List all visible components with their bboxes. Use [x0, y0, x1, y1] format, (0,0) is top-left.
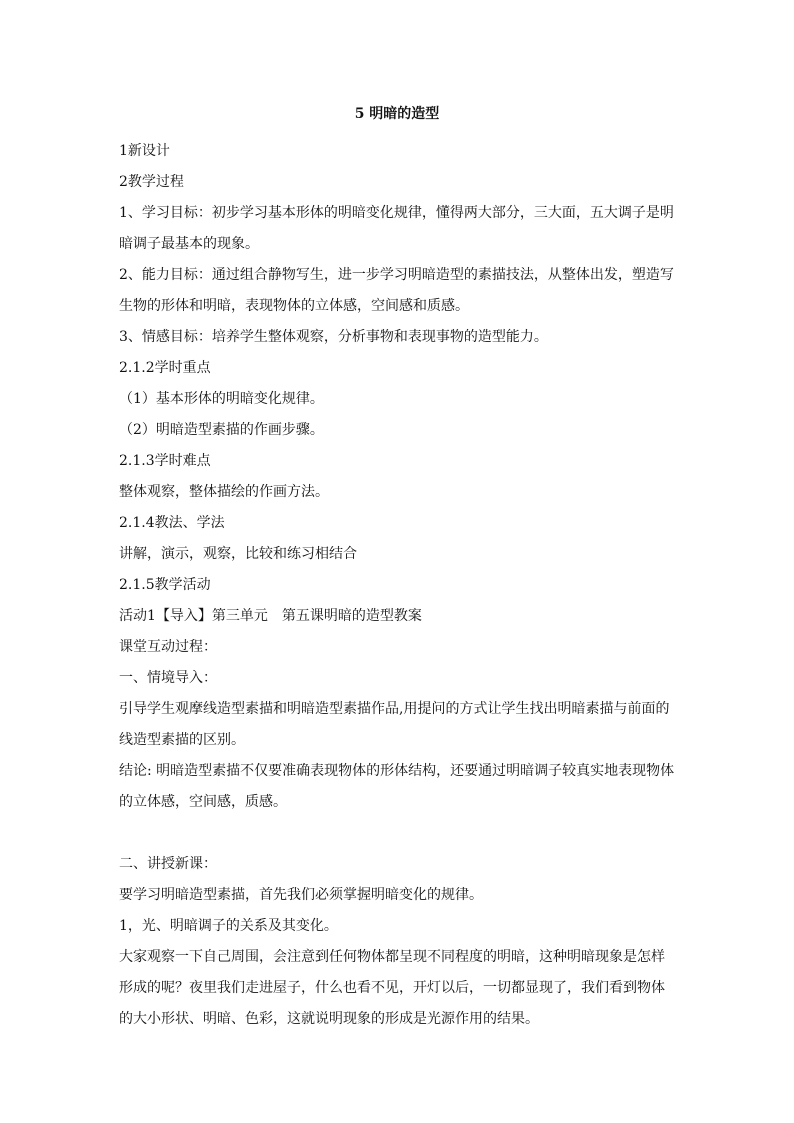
paragraph: 活动1【导入】第三单元 第五课明暗的造型教案: [119, 608, 422, 624]
paragraph: 2.1.5教学活动: [119, 577, 211, 593]
document-title: 5 明暗的造型: [354, 106, 440, 122]
blank-line: [119, 818, 677, 849]
paragraph: 1、学习目标：初步学习基本形体的明暗变化规律，懂得两大部分，三大面，五大调子是明暗调子最基本的现象。: [119, 205, 674, 252]
paragraph: 2.1.2学时重点: [119, 360, 211, 376]
paragraph: 引导学生观摩线造型素描和明暗造型素描作品,用提问的方式让学生找出明暗素描与前面的线造型素描的区别。: [119, 701, 670, 748]
paragraph: 1，光、明暗调子的关系及其变化。: [119, 918, 338, 934]
paragraph: （2）明暗造型素描的作画步骤。: [119, 422, 324, 438]
paragraph: 要学习明暗造型素描，首先我们必须掌握明暗变化的规律。: [119, 887, 483, 903]
paragraph: 二、讲授新课：: [119, 856, 217, 872]
paragraph: 2.1.3学时难点: [119, 453, 211, 469]
document-body: [119, 136, 677, 1035]
paragraph: 2、能力目标：通过组合静物写生，进一步学习明暗造型的素描技法，从整体出发，塑造写生物的形体和明暗，表现物体的立体感，空间感和质感。: [119, 267, 674, 314]
paragraph: 一、情境导入：: [119, 670, 217, 686]
paragraph: 讲解，演示，观察，比较和练习相结合: [119, 546, 357, 562]
paragraph: 1新设计: [119, 143, 170, 159]
paragraph: 结论: 明暗造型素描不仅要准确表现物体的形体结构，还要通过明暗调子较真实地表现物体的立体感，空间感，质感。: [119, 763, 675, 810]
paragraph: 整体观察，整体描绘的作画方法。: [119, 484, 329, 500]
paragraph: 大家观察一下自己周围，会注意到任何物体都呈现不同程度的明暗，这种明暗现象是怎样形成的呢？夜里我们走进屋子，什么也看不见，开灯以后，一切都显现了，我们看到物体的大小形状、明暗、色彩，这就说明现象的形成是光源作用的结果。: [119, 949, 665, 1027]
paragraph: 3、情感目标：培养学生整体观察，分析事物和表现事物的造型能力。: [119, 329, 548, 345]
paragraph: 2.1.4教法、学法: [119, 515, 225, 531]
paragraph: （1）基本形体的明暗变化规律。: [119, 391, 324, 407]
paragraph: 课堂互动过程：: [119, 639, 217, 655]
paragraph: 2教学过程: [119, 174, 184, 190]
